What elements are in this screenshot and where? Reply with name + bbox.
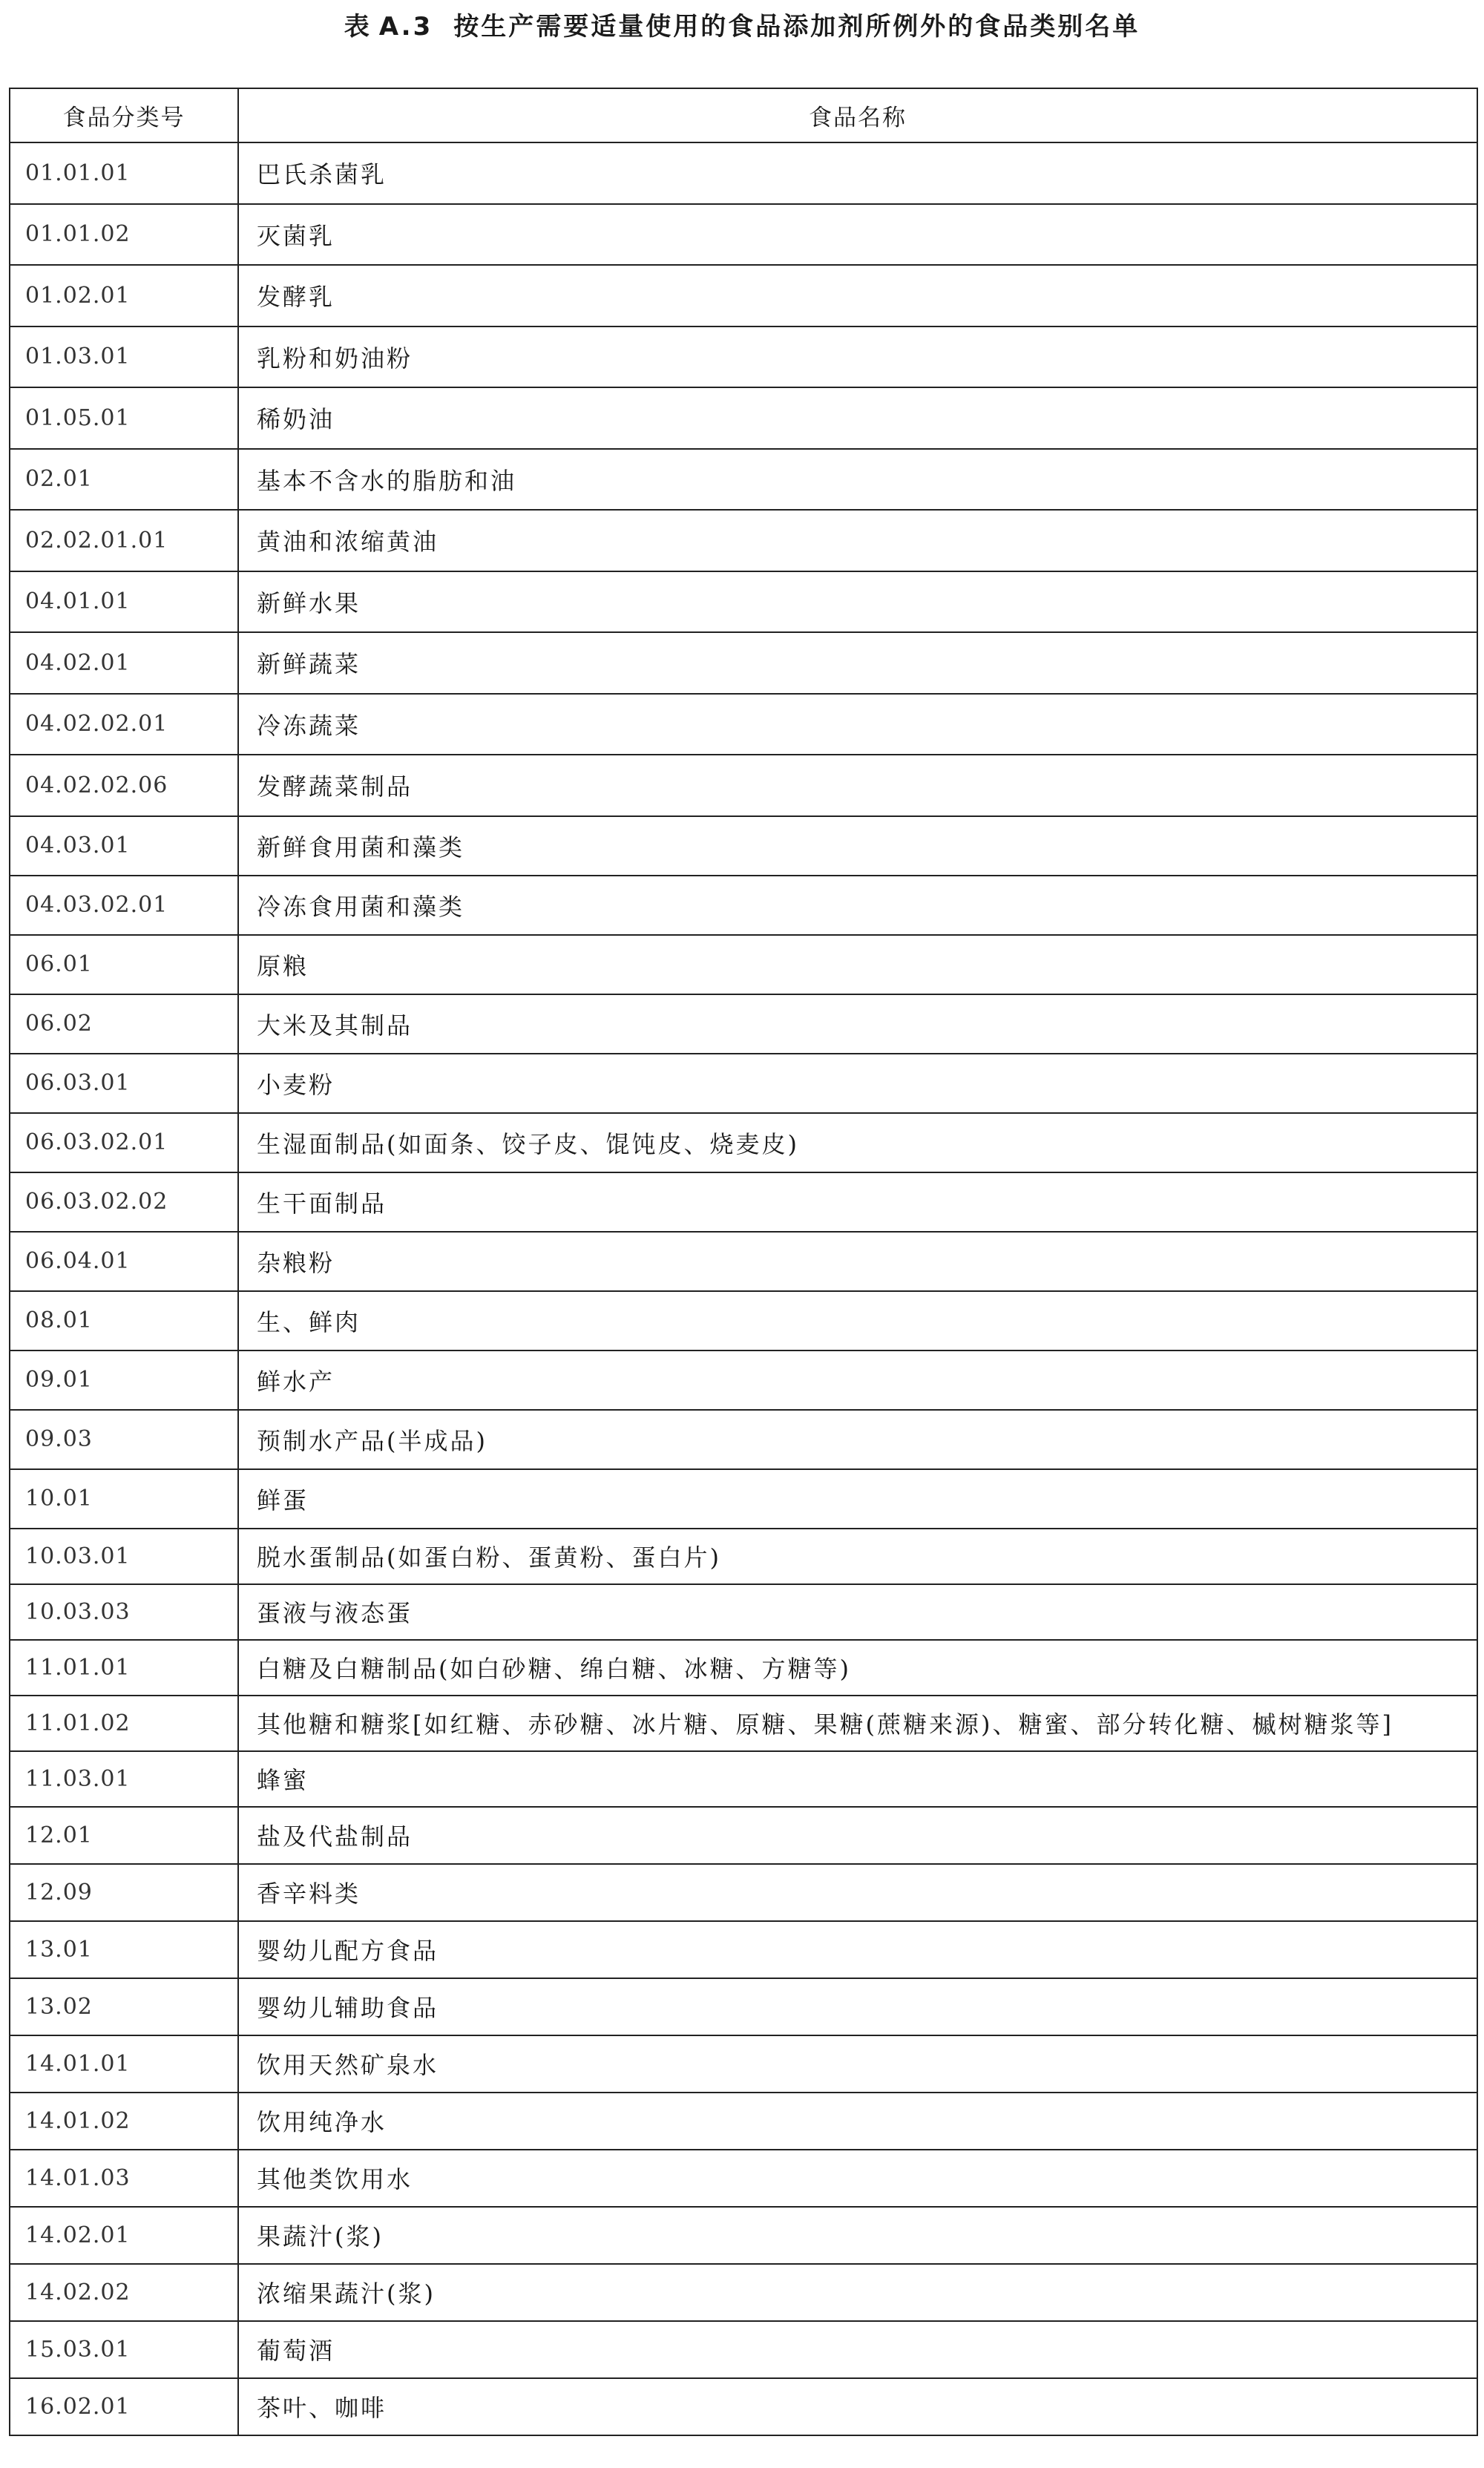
category-code-cell: 09.03 [10,1410,238,1469]
category-code-cell: 06.04.01 [10,1232,238,1291]
table-row [10,2321,1477,2378]
table-row [10,1113,1477,1172]
food-name-cell: 黄油和浓缩黄油 [238,510,1477,571]
food-name-cell: 灭菌乳 [238,204,1477,266]
table-row [10,1529,1477,1584]
table-row [10,1469,1477,1529]
table-row [10,1410,1477,1469]
category-code-cell: 01.01.02 [10,204,238,266]
food-name-cell: 新鲜水果 [238,571,1477,633]
food-name-cell: 鲜水产 [238,1350,1477,1410]
category-code-cell: 08.01 [10,1291,238,1350]
category-code-cell: 12.09 [10,1864,238,1921]
food-name-cell: 冷冻蔬菜 [238,694,1477,755]
category-code-cell: 02.01 [10,449,238,511]
table-title [0,10,1484,43]
food-name-cell: 杂粮粉 [238,1232,1477,1291]
food-name-cell: 生、鲜肉 [238,1291,1477,1350]
food-name-cell: 其他糖和糖浆[如红糖、赤砂糖、冰片糖、原糖、果糖(蔗糖来源)、糖蜜、部分转化糖、槭树糖浆等] [238,1696,1477,1751]
category-code-cell: 14.01.03 [10,2150,238,2207]
category-code-cell: 02.02.01.01 [10,510,238,571]
food-name-cell: 稀奶油 [238,387,1477,449]
table-row [10,1054,1477,1113]
category-code-cell: 11.03.01 [10,1751,238,1807]
table-row [10,1978,1477,2035]
category-code-cell: 14.02.01 [10,2207,238,2264]
food-category-table [9,88,1478,2436]
food-name-cell: 婴幼儿辅助食品 [238,1978,1477,2035]
food-name-cell: 脱水蛋制品(如蛋白粉、蛋黄粉、蛋白片) [238,1529,1477,1584]
table-title-text: 按生产需要适量使用的食品添加剂所例外的食品类别名单 [453,12,1140,42]
table-row [10,2207,1477,2264]
category-code-cell: 04.03.02.01 [10,876,238,935]
food-name-cell: 盐及代盐制品 [238,1807,1477,1864]
food-name-cell: 蜂蜜 [238,1751,1477,1807]
category-code-cell: 06.03.01 [10,1054,238,1113]
table-row [10,816,1477,876]
table-row [10,935,1477,994]
food-name-cell: 发酵蔬菜制品 [238,755,1477,816]
food-name-cell: 预制水产品(半成品) [238,1410,1477,1469]
table-row [10,2093,1477,2150]
table-row [10,1640,1477,1696]
table-row [10,1291,1477,1350]
category-code-cell: 06.01 [10,935,238,994]
food-name-cell: 生干面制品 [238,1172,1477,1232]
food-name-cell: 其他类饮用水 [238,2150,1477,2207]
table-row [10,1696,1477,1751]
table-row [10,755,1477,816]
table-row [10,2035,1477,2093]
table-row [10,2150,1477,2207]
food-name-cell: 新鲜蔬菜 [238,632,1477,694]
category-code-cell: 04.02.02.06 [10,755,238,816]
table-row [10,449,1477,511]
category-code-cell: 01.01.01 [10,142,238,204]
table-row [10,326,1477,388]
category-code-cell: 04.02.02.01 [10,694,238,755]
table-row [10,694,1477,755]
table-body [10,142,1477,2435]
table-row [10,1232,1477,1291]
table-title-code: A.3 [378,12,433,42]
category-code-cell: 04.02.01 [10,632,238,694]
category-code-cell: 11.01.01 [10,1640,238,1696]
category-code-cell: 11.01.02 [10,1696,238,1751]
food-name-cell: 鲜蛋 [238,1469,1477,1529]
food-name-cell: 婴幼儿配方食品 [238,1921,1477,1978]
food-name-cell: 香辛料类 [238,1864,1477,1921]
category-code-cell: 12.01 [10,1807,238,1864]
food-name-cell: 冷冻食用菌和藻类 [238,876,1477,935]
table-row [10,632,1477,694]
table-title-prefix: 表 [344,12,372,42]
table-row [10,1921,1477,1978]
food-name-cell: 乳粉和奶油粉 [238,326,1477,388]
table-row [10,571,1477,633]
table-row [10,142,1477,204]
food-name-cell: 发酵乳 [238,265,1477,326]
category-code-cell: 10.03.03 [10,1584,238,1640]
table-row [10,1350,1477,1410]
category-code-cell: 01.03.01 [10,326,238,388]
category-code-cell: 04.03.01 [10,816,238,876]
table-row [10,994,1477,1054]
category-code-cell: 10.03.01 [10,1529,238,1584]
category-code-cell: 10.01 [10,1469,238,1529]
category-code-cell: 06.03.02.02 [10,1172,238,1232]
table-row [10,2264,1477,2321]
food-name-cell: 饮用纯净水 [238,2093,1477,2150]
category-code-cell: 15.03.01 [10,2321,238,2378]
category-code-cell: 01.02.01 [10,265,238,326]
table-row [10,1751,1477,1807]
table-row [10,1864,1477,1921]
category-code-cell: 06.02 [10,994,238,1054]
category-code-cell: 14.01.02 [10,2093,238,2150]
food-name-cell: 大米及其制品 [238,994,1477,1054]
table-row [10,265,1477,326]
food-name-cell: 葡萄酒 [238,2321,1477,2378]
food-name-cell: 原粮 [238,935,1477,994]
table-row [10,876,1477,935]
table-row [10,2378,1477,2435]
header-category-code: 食品分类号 [10,88,238,142]
food-name-cell: 生湿面制品(如面条、饺子皮、馄饨皮、烧麦皮) [238,1113,1477,1172]
food-name-cell: 基本不含水的脂肪和油 [238,449,1477,511]
category-code-cell: 13.01 [10,1921,238,1978]
food-name-cell: 果蔬汁(浆) [238,2207,1477,2264]
table-row [10,387,1477,449]
food-name-cell: 小麦粉 [238,1054,1477,1113]
category-code-cell: 14.01.01 [10,2035,238,2093]
category-code-cell: 09.01 [10,1350,238,1410]
category-code-cell: 06.03.02.01 [10,1113,238,1172]
food-name-cell: 蛋液与液态蛋 [238,1584,1477,1640]
food-name-cell: 新鲜食用菌和藻类 [238,816,1477,876]
table-row [10,1584,1477,1640]
food-name-cell: 茶叶、咖啡 [238,2378,1477,2435]
category-code-cell: 14.02.02 [10,2264,238,2321]
food-name-cell: 浓缩果蔬汁(浆) [238,2264,1477,2321]
table-row [10,1807,1477,1864]
table-row [10,1172,1477,1232]
category-code-cell: 13.02 [10,1978,238,2035]
table-row [10,204,1477,266]
table-row [10,510,1477,571]
food-name-cell: 白糖及白糖制品(如白砂糖、绵白糖、冰糖、方糖等) [238,1640,1477,1696]
category-code-cell: 16.02.01 [10,2378,238,2435]
category-code-cell: 04.01.01 [10,571,238,633]
table-header-row [10,88,1477,142]
category-code-cell: 01.05.01 [10,387,238,449]
header-food-name: 食品名称 [238,88,1477,142]
food-name-cell: 巴氏杀菌乳 [238,142,1477,204]
food-name-cell: 饮用天然矿泉水 [238,2035,1477,2093]
